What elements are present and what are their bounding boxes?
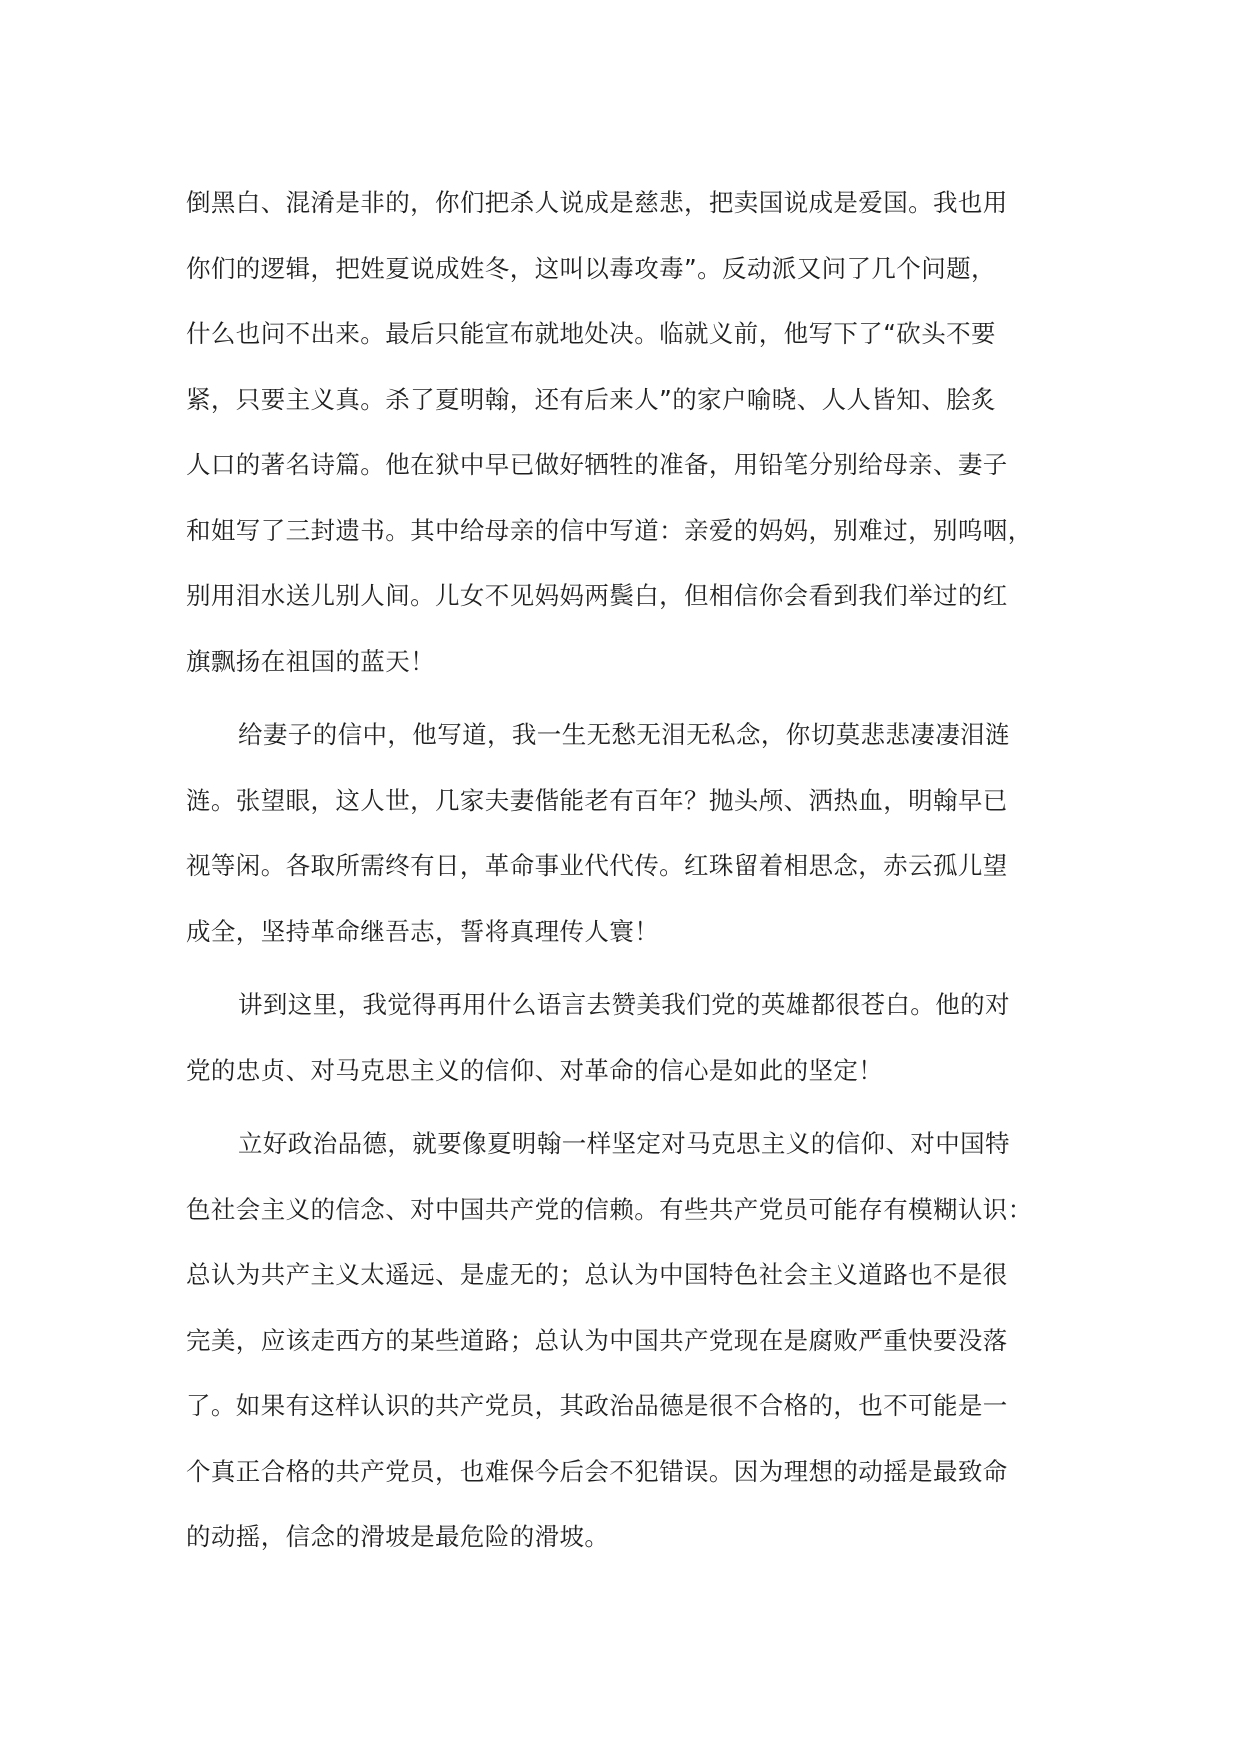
text-line: 的动摇，信念的滑坡是最危险的滑坡。 — [186, 1522, 610, 1551]
text-line: 个真正合格的共产党员，也难保今后会不犯错误。因为理想的动摇是最致命 — [186, 1456, 1008, 1486]
text-line: 倒黑白、混淆是非的，你们把杀人说成是慈悲，把卖国说成是爱国。我也用 — [186, 188, 1008, 217]
text-line: 讲到这里，我觉得再用什么语言去赞美我们党的英雄都很苍白。他的对 — [238, 990, 1010, 1019]
paragraph-3 — [186, 972, 1086, 1103]
body-text — [186, 170, 1086, 1570]
text-line: 了。如果有这样认识的共产党员，其政治品德是很不合格的，也不可能是一 — [186, 1391, 1008, 1420]
text-line: 成全，坚持革命继吾志，誓将真理传人寰！ — [186, 916, 660, 946]
text-line: 人口的著名诗篇。他在狱中早已做好牺牲的准备，用铅笔分别给母亲、妻子 — [186, 450, 1008, 479]
text-line: 完美，应该走西方的某些道路；总认为中国共产党现在是腐败严重快要没落 — [186, 1325, 1008, 1355]
text-line: 涟。张望眼，这人世，几家夫妻偕能老有百年？抛头颅、洒热血，明翰早已 — [186, 785, 1008, 815]
paragraph-1 — [186, 170, 1086, 694]
text-line: 视等闲。各取所需终有日，革命事业代代传。红珠留着相思念，赤云孤儿望 — [186, 851, 1008, 880]
text-line: 色社会主义的信念、对中国共产党的信赖。有些共产党员可能存有模糊认识： — [186, 1194, 1033, 1224]
paragraph-4 — [186, 1111, 1086, 1570]
text-line: 给妻子的信中，他写道，我一生无愁无泪无私念，你切莫悲悲凄凄泪涟 — [238, 720, 1010, 749]
text-line: 和姐写了三封遗书。其中给母亲的信中写道：亲爱的妈妈，别难过，别呜咽， — [186, 515, 1033, 545]
paragraph-2 — [186, 702, 1086, 964]
text-line: 立好政治品德，就要像夏明翰一样坚定对马克思主义的信仰、对中国特 — [238, 1129, 1010, 1158]
text-line: 党的忠贞、对马克思主义的信仰、对革命的信心是如此的坚定！ — [186, 1055, 884, 1085]
text-line: 你们的逻辑，把姓夏说成姓冬，这叫以毒攻毒”。反动派又问了几个问题， — [186, 253, 996, 283]
text-line: 旗飘扬在祖国的蓝天！ — [186, 646, 435, 676]
text-line: 紧，只要主义真。杀了夏明翰，还有后来人”的家户喻晓、人人皆知、脍炙 — [186, 384, 996, 414]
text-line: 什么也问不出来。最后只能宣布就地处决。临就义前，他写下了“砍头不要 — [186, 319, 996, 348]
text-line: 总认为共产主义太遥远、是虚无的；总认为中国特色社会主义道路也不是很 — [186, 1260, 1008, 1289]
text-line: 别用泪水送儿别人间。儿女不见妈妈两鬓白，但相信你会看到我们举过的红 — [186, 581, 1008, 610]
